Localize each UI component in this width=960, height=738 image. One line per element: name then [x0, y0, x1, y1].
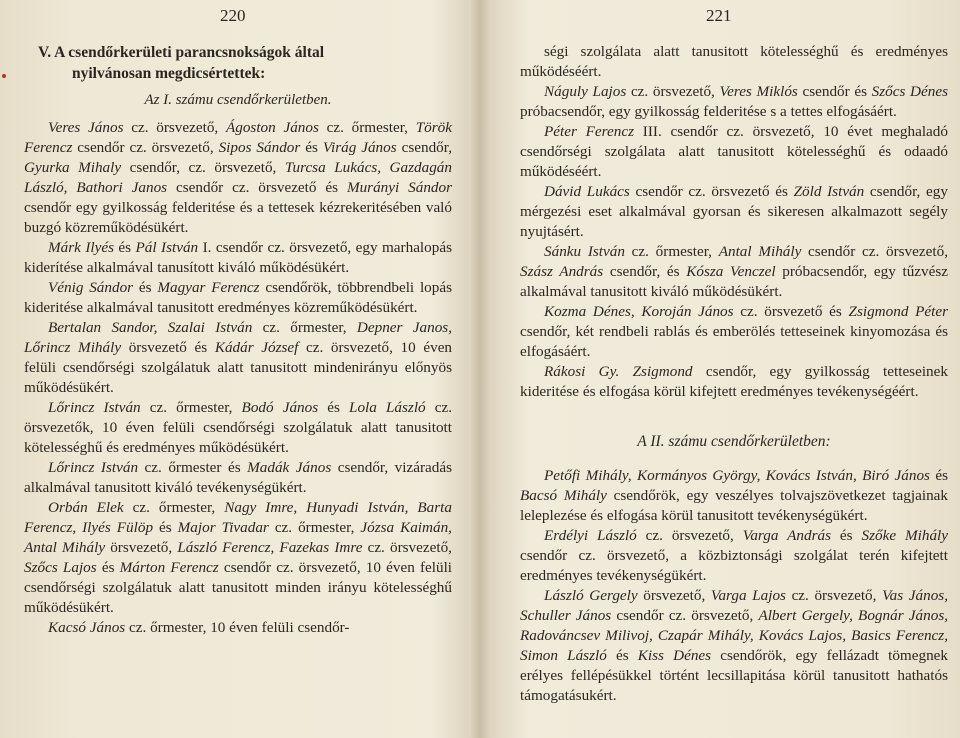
person-name: Veres Miklós [719, 83, 798, 100]
person-name: Kozma Dénes, Koroján János [544, 303, 734, 320]
person-name: Szőcs Dénes [871, 83, 949, 100]
section-heading-line: nyilvánosan megdicsértettek: [72, 65, 266, 82]
person-name: Kiss Dénes [637, 647, 712, 664]
text-run: örsvezető és [121, 339, 215, 356]
text-run: ségi szolgálata alatt tanusitott kötelességhű és eredményes működéséért. [520, 43, 948, 80]
person-name: Török Ferencz [24, 119, 452, 156]
text-run: cz. örsvezető, [636, 527, 743, 544]
text-run: III. csendőr cz. örsvezető, 10 évet meghaladó csendőrségi szolgálata alatt tanusitott kötelességhű és odaadó működéséért. [520, 123, 948, 180]
text-run: csendőr, [396, 139, 453, 156]
paragraph [520, 42, 948, 82]
text-run: csendőr egy gyilkosság felderitése és a tettesek kézrekeritésében való buzgó közreműködésükért. [24, 199, 452, 236]
person-name: Szász András [520, 263, 604, 280]
text-run: I. csendőr cz. örsvezető, egy marhalopás kiderítése alkalmával tanusított kiváló működésükért. [24, 239, 452, 276]
district-subheading: A II. számu csendőrkerületben: [637, 433, 831, 450]
person-name: Albert Gergely, Bognár János, Radováncsev Milivoj, Czapár Mihály, Kovács Lajos, Basics Ferencz, Simon László [520, 607, 949, 664]
person-name: Rákosi Gy. Zsigmond [544, 363, 693, 380]
text-run: és [114, 239, 136, 256]
person-name: László Ferencz, Fazekas Imre [177, 539, 363, 556]
person-name: Bacsó Mihály [520, 487, 607, 504]
text-run: és [153, 519, 178, 536]
person-name: Pál István [135, 239, 199, 256]
person-name: Depner Janos, Lőrincz Mihály [24, 319, 453, 356]
text-run: és [133, 279, 158, 296]
person-name: Bodó János [241, 399, 319, 416]
person-name: Sánku István [544, 243, 625, 260]
text-run: csendőr cz. örsvezető, a közbiztonsági szolgálat terén kifejtett eredményes tevékenységükért. [520, 547, 948, 584]
person-name: Turcsa Lukács, Gazdagán László, Bathori Janos [24, 159, 452, 196]
text-run: és [300, 139, 323, 156]
person-name: Ágoston János [225, 119, 319, 136]
paragraph [520, 242, 948, 302]
text-run: próbacsendőr, egy gyilkosság felderitése s a tettes elfogásáért. [520, 103, 897, 120]
text-run: csendőr, vizáradás alkalmával tanusitott kiváló tevékenységükért. [24, 459, 452, 496]
person-name: Veres János [48, 119, 124, 136]
person-name: Kósza Venczel [686, 263, 776, 280]
right-page-text [520, 42, 948, 706]
person-name: Náguly Lajos [544, 83, 627, 100]
text-run: próbacsendőr, egy tűzvész alkalmával tanusitott kiváló működésükért. [520, 263, 949, 300]
text-run: cz. örsvezető és [733, 303, 849, 320]
person-name: Orbán Elek [48, 499, 124, 516]
person-name: Zsigmond Péter [848, 303, 949, 320]
person-name: Gyurka Mihaly [24, 159, 122, 176]
text-run: és [929, 467, 949, 484]
text-run: csendőrök, egy fellázadt tömegnek erélyes fellépésükkel történt lecsillapitása körül tanusitott hathatós támogatásukért. [520, 647, 948, 704]
margin-mark [2, 74, 6, 78]
person-name: Erdélyi László [544, 527, 637, 544]
person-name: Zöld István [793, 183, 865, 200]
paragraph [24, 318, 452, 398]
text-run: cz. őrmester, [252, 319, 357, 336]
person-name: Lola László [349, 399, 426, 416]
person-name: Petőfi Mihály, Kormányos György, Kovács István, Biró János [544, 467, 930, 484]
paragraph [24, 278, 452, 318]
paragraph-list [520, 42, 948, 402]
text-run: örsvezető, [105, 539, 178, 556]
person-name: Márk Ilyés [48, 239, 114, 256]
paragraph [24, 458, 452, 498]
person-name: Szőke Mihály [861, 527, 948, 544]
paragraph [520, 82, 948, 122]
person-name: Lőrincz István [48, 399, 141, 416]
text-run: csendőr cz. örsvezető és [167, 179, 347, 196]
right-page [480, 0, 960, 738]
person-name: Varga Lajos [710, 587, 786, 604]
text-run: csendőr, és [603, 263, 687, 280]
district-subheading: Az I. számu csendőrkerületben. [144, 92, 332, 108]
text-run: cz. örsvezető, [785, 587, 883, 604]
text-run: csendőr cz. örsvezető és [629, 183, 794, 200]
person-name: Virág János [322, 139, 397, 156]
text-run: cz. őrmester, [624, 243, 719, 260]
paragraph [520, 466, 948, 526]
text-run: cz. őrmester, [140, 399, 242, 416]
text-run: csendőr cz. örsvezető, [611, 607, 759, 624]
text-run: cz. őrmester, [123, 499, 225, 516]
text-run: csendőr és [797, 83, 872, 100]
person-name: Vas János, Schuller János [520, 587, 948, 624]
person-name: Dávid Lukács [544, 183, 630, 200]
text-run: cz. örsvezetők, 10 éven felüli csendőrségi szolgálatuk alatt tanusitott kötelességhű és eredményes működésükért. [24, 399, 453, 456]
paragraph [24, 398, 452, 458]
person-name: Varga András [742, 527, 831, 544]
text-run: csendőr, két rendbeli rablás és emberölés tetteseinek kinyomozása és elfogásáért. [520, 323, 948, 360]
person-name: László Gergely [544, 587, 638, 604]
page-number: 220 [220, 6, 246, 25]
paragraph [520, 182, 948, 242]
person-name: Antal Mihály [718, 243, 802, 260]
person-name: Sipos Sándor [218, 139, 301, 156]
text-run: örsvezető, [637, 587, 711, 604]
text-run: és [96, 559, 120, 576]
text-run: csendőr, egy mérgezési eset alkalmával gyorsan és sikeresen alkalmazott segély nyujtásért. [520, 183, 948, 240]
page-number: 221 [706, 6, 732, 25]
text-run: cz. örsvezető, [626, 83, 720, 100]
person-name: Magyar Ferencz [157, 279, 260, 296]
text-run: cz. őrmester, [318, 119, 416, 136]
person-name: Kacsó János [48, 619, 126, 636]
text-run: csendőr cz. örsvezető, 10 éven felüli csendőrségi szolgálatuk alatt tanusitott minden irányu kötelességhű működésükért. [24, 559, 453, 616]
person-name: Márton Ferencz [119, 559, 219, 576]
paragraph [520, 526, 948, 586]
paragraph [520, 302, 948, 362]
paragraph [24, 238, 452, 278]
text-run: csendőrök, többrendbeli lopás kideritése alkalmával tanusitott eredményes közreműködésükért. [24, 279, 453, 316]
text-run: és [318, 399, 349, 416]
person-name: Péter Ferencz [544, 123, 635, 140]
paragraph [24, 118, 452, 238]
person-name: Bertalan Sandor, Szalai István [48, 319, 253, 336]
person-name: Lőrincz István [48, 459, 139, 476]
text-run: cz. őrmester, [268, 519, 361, 536]
person-name: Nagy Imre, Hunyadi István, Barta Ferencz, Ilyés Fülöp [24, 499, 452, 536]
paragraph-list [24, 118, 452, 638]
person-name: Major Tivadar [177, 519, 269, 536]
text-run: csendőr, egy gyilkosság tetteseinek kideritése és elfogása körül kifejtett eredményes tevékenységéért. [520, 363, 948, 400]
text-run: cz. örsvezető, [362, 539, 452, 556]
section-heading [24, 42, 452, 84]
section-heading-line: V. A csendőrkerületi parancsnokságok által [38, 44, 325, 61]
left-page-text [24, 42, 452, 638]
paragraph-list [520, 466, 948, 706]
text-run: cz. őrmester, 10 éven felüli csendőr- [125, 619, 350, 636]
paragraph [520, 586, 948, 706]
text-run: csendőr, cz. örsvezető, [121, 159, 285, 176]
person-name: Kádár József [214, 339, 299, 356]
text-run: és [831, 527, 862, 544]
text-run: csendőrök, egy veszélyes tolvajszövetkezet tagjainak leleplezése és elfogása körül tanusitott tevékenységükért. [520, 487, 948, 524]
paragraph [24, 618, 452, 638]
paragraph [520, 362, 948, 402]
text-run: cz. örsvezető, [123, 119, 226, 136]
person-name: Szőcs Lajos [24, 559, 97, 576]
text-run: cz. őrmester és [138, 459, 248, 476]
person-name: Madák János [247, 459, 332, 476]
paragraph [24, 498, 452, 618]
person-name: Józsa Kaimán, Antal Mihály [24, 519, 452, 556]
text-run: és [606, 647, 638, 664]
text-run: csendőr cz. örsvezető, [72, 139, 219, 156]
text-run: csendőr cz. örsvezető, [801, 243, 948, 260]
text-run: cz. örsvezető, 10 éven felüli csendőrségi szolgálatuk alatt tanusitott mindenirányu előnyös működésükért. [24, 339, 453, 396]
person-name: Murányi Sándor [346, 179, 453, 196]
paragraph [520, 122, 948, 182]
person-name: Vénig Sándor [48, 279, 134, 296]
